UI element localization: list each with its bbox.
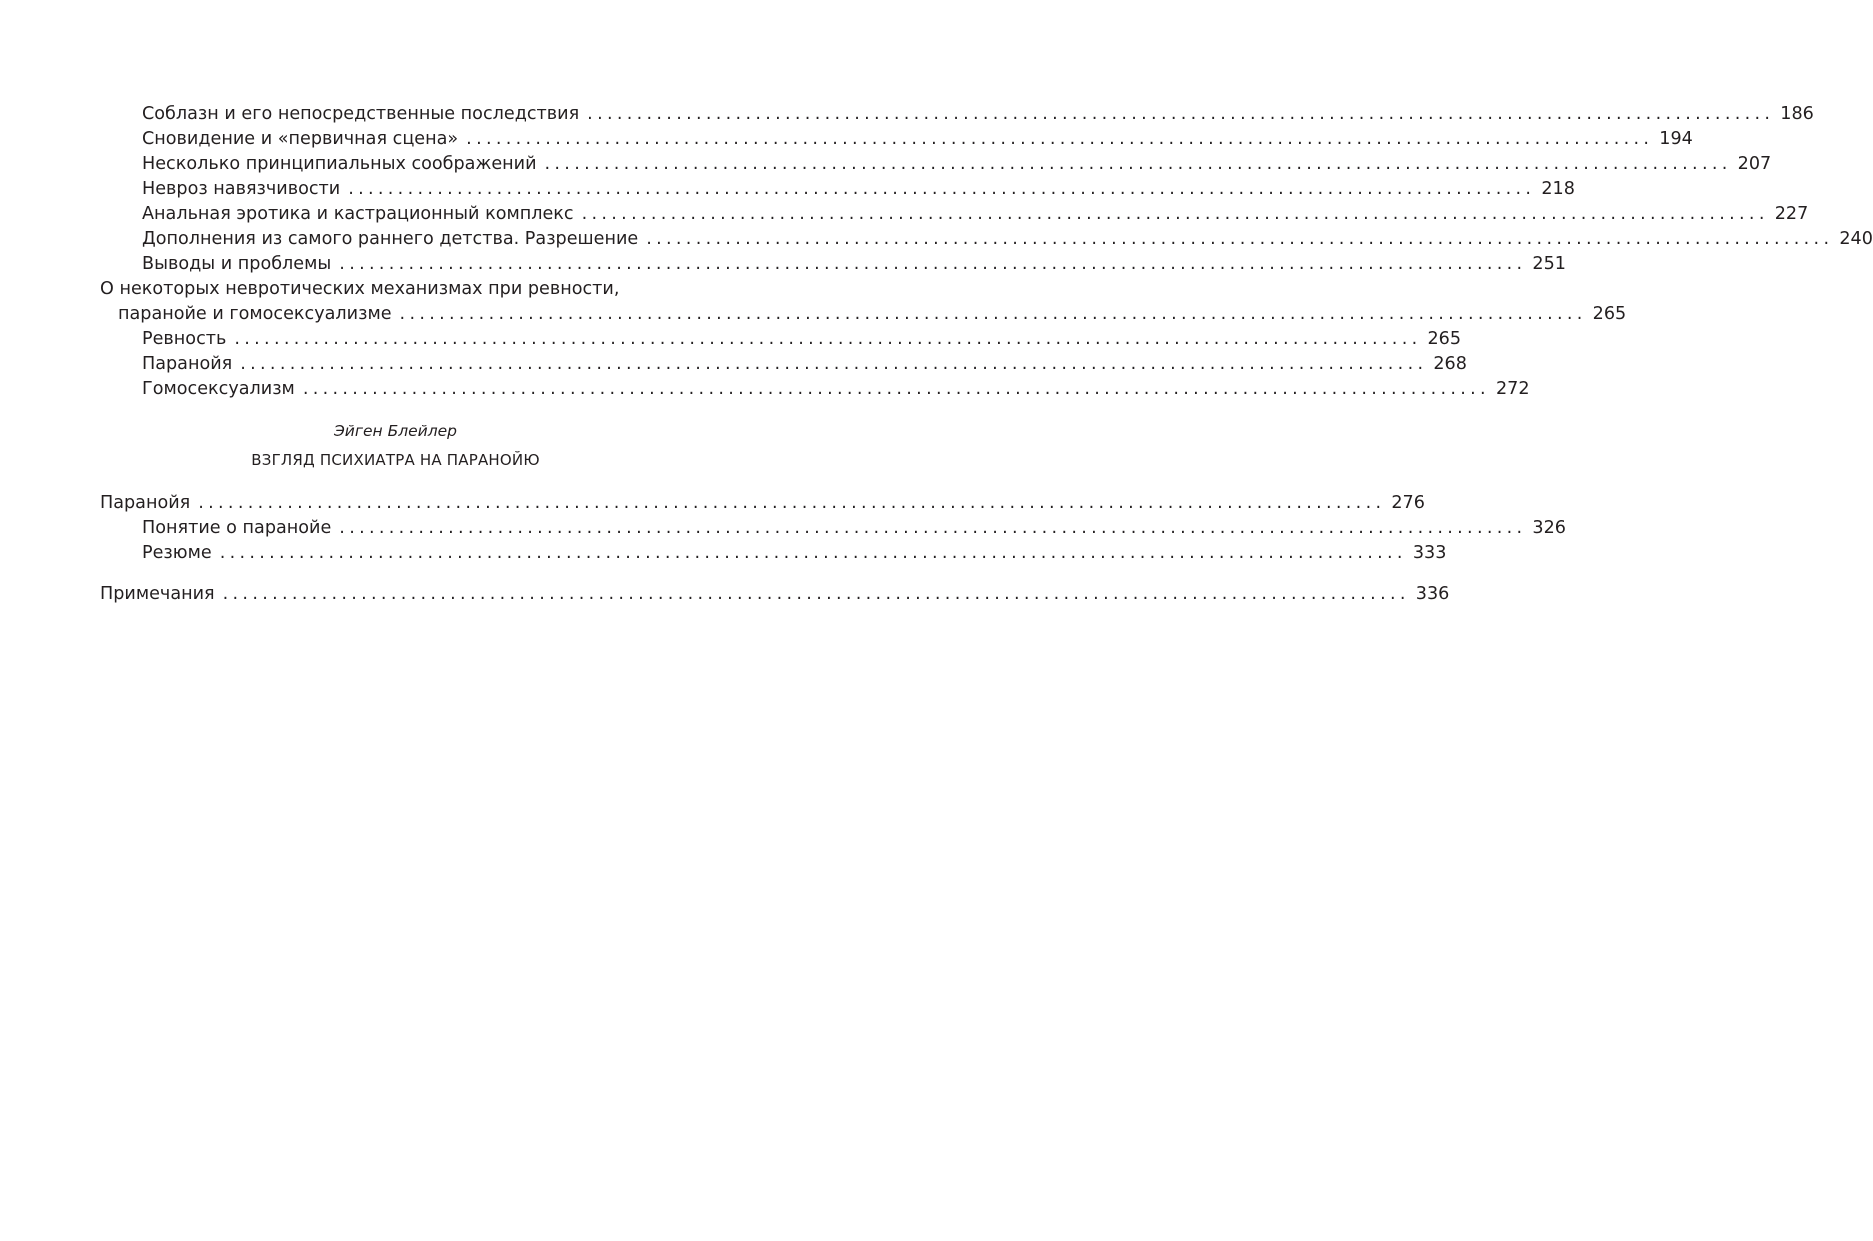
- page-number: 276: [1391, 493, 1425, 513]
- toc-group-bleuler: [100, 491, 1566, 566]
- toc-group-freud: [100, 102, 1873, 277]
- leader-dots: ........................................................................................................................: [646, 229, 1834, 249]
- toc-row[interactable]: [100, 252, 1566, 277]
- toc-row[interactable]: [100, 152, 1772, 177]
- page-number: 336: [1415, 584, 1450, 604]
- entry-title: Паранойя: [142, 354, 233, 374]
- entry-title: Анальная эротика и кастрационный комплекс: [142, 204, 574, 224]
- entry-title: Гомосексуализм: [142, 379, 295, 399]
- entry-title: Невроз навязчивости: [142, 179, 341, 199]
- entry-title: Ревность: [142, 329, 227, 349]
- leader-dots: ........................................................................................................................: [399, 304, 1587, 324]
- page-number: 272: [1495, 379, 1530, 399]
- entry-title: Выводы и проблемы: [142, 254, 332, 274]
- page-number: 218: [1541, 179, 1575, 199]
- entry-title: Соблазн и его непосредственные последствия: [142, 104, 580, 124]
- table-of-contents: [100, 102, 1873, 607]
- leader-dots: ........................................................................................................................: [587, 104, 1775, 124]
- entry-title: Паранойя: [100, 493, 191, 513]
- entry-title: Сновидение и «первичная сцена»: [142, 129, 459, 149]
- toc-row-chapter[interactable]: [100, 302, 1627, 327]
- toc-row-notes[interactable]: [100, 582, 1450, 607]
- entry-title: Несколько принципиальных соображений: [142, 154, 537, 174]
- section-title: ВЗГЛЯД ПСИХИАТРА НА ПАРАНОЙЮ: [251, 451, 540, 469]
- page-number: 265: [1592, 304, 1627, 324]
- page-number: 227: [1774, 204, 1809, 224]
- leader-dots: ........................................................................................................................: [222, 584, 1410, 604]
- author-name: Эйген Блейлер: [333, 422, 458, 440]
- leader-dots: ........................................................................................................................: [219, 543, 1407, 563]
- toc-row[interactable]: [100, 227, 1873, 252]
- toc-row[interactable]: [100, 377, 1530, 402]
- page-number: 194: [1659, 129, 1693, 149]
- toc-row[interactable]: [100, 491, 1425, 516]
- toc-group-jealousy: [100, 327, 1530, 402]
- leader-dots: ........................................................................................................................: [240, 354, 1428, 374]
- toc-row[interactable]: [100, 202, 1809, 227]
- leader-dots: ........................................................................................................................: [339, 254, 1527, 274]
- page-number: 251: [1532, 254, 1566, 274]
- leader-dots: ........................................................................................................................: [466, 129, 1654, 149]
- chapter-title-line-1: О некоторых невротических механизмах при ревности,: [100, 279, 620, 299]
- toc-row[interactable]: [100, 541, 1447, 566]
- page-number: 333: [1412, 543, 1447, 563]
- toc-row[interactable]: [100, 352, 1467, 377]
- toc-row[interactable]: [100, 177, 1575, 202]
- toc-row[interactable]: [100, 327, 1462, 352]
- leader-dots: ........................................................................................................................: [544, 154, 1732, 174]
- toc-row[interactable]: [100, 516, 1566, 541]
- page-number: 326: [1532, 518, 1566, 538]
- entry-title: Примечания: [100, 584, 215, 604]
- toc-row[interactable]: [100, 102, 1814, 127]
- entry-title: Резюме: [142, 543, 212, 563]
- leader-dots: ........................................................................................................................: [581, 204, 1769, 224]
- page-number: 207: [1737, 154, 1772, 174]
- leader-dots: ........................................................................................................................: [339, 518, 1527, 538]
- entry-title: Дополнения из самого раннего детства. Разрешение: [142, 229, 639, 249]
- entry-title: Понятие о паранойе: [142, 518, 332, 538]
- chapter-title-line-2: паранойе и гомосексуализме: [118, 304, 392, 324]
- leader-dots: ........................................................................................................................: [234, 329, 1422, 349]
- page-number: 186: [1780, 104, 1814, 124]
- leader-dots: ........................................................................................................................: [348, 179, 1536, 199]
- page-number: 268: [1433, 354, 1467, 374]
- leader-dots: ........................................................................................................................: [198, 493, 1386, 513]
- page-number: 265: [1427, 329, 1462, 349]
- leader-dots: ........................................................................................................................: [302, 379, 1490, 399]
- toc-row[interactable]: [100, 127, 1693, 152]
- page-number: 240: [1839, 229, 1873, 249]
